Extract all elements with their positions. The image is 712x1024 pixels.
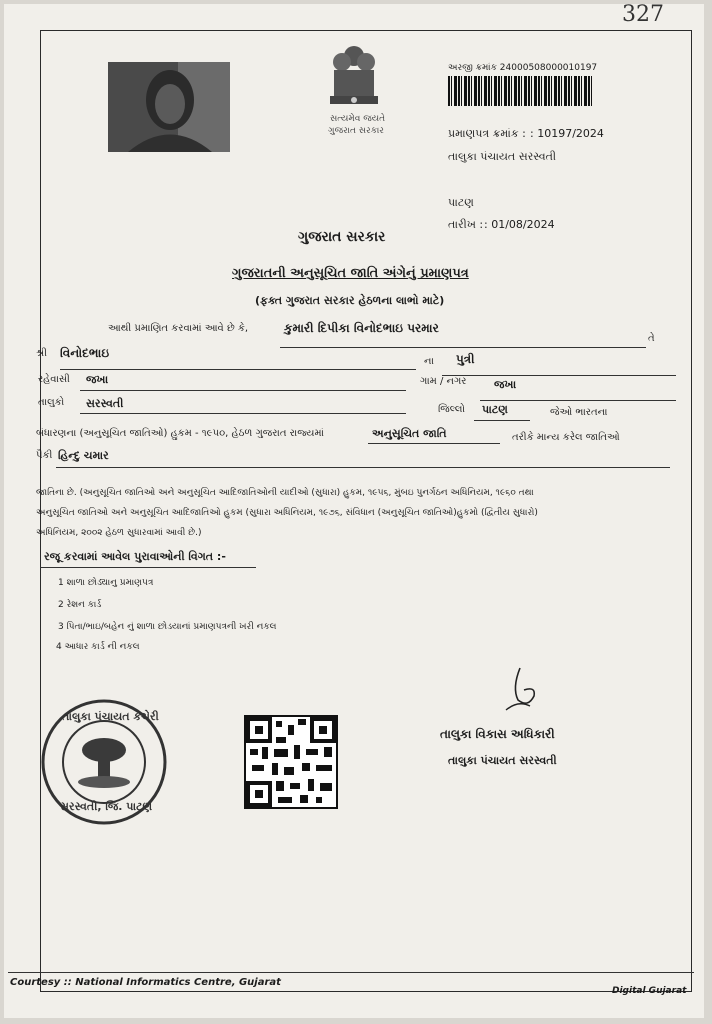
documents-heading-line: [40, 567, 256, 568]
father-name: વિનોદભાઇ: [60, 346, 110, 360]
officer-office: તાલુકા પંચાયત સરસ્વતી: [448, 754, 557, 767]
na-label: ના: [424, 356, 434, 367]
taluka-label: તાલુકો: [38, 397, 65, 408]
relation: પુત્રી: [456, 352, 475, 366]
caste-value: હિન્દુ ચમાર: [58, 449, 109, 462]
emblem-govt: ગુજરાત સરકાર: [328, 126, 384, 136]
te-label: તે: [648, 333, 655, 344]
category-line: [368, 443, 500, 444]
issuing-office: તાલુકા પંચાયત સરસ્વતી: [448, 150, 557, 163]
seal-text-top: તાલુકા પંચાયત કચેરી: [62, 710, 159, 723]
government-heading: ગુજરાત સરકાર: [298, 229, 386, 245]
which-label: જેઓ ભારતના: [550, 407, 608, 418]
barcode: [448, 76, 594, 106]
page-note: 327: [622, 2, 664, 27]
document-item: 2 રેશન કાર્ડ: [58, 600, 102, 610]
certificate-number-label: પ્રમાણપત્ર ક્રમાંક :: [448, 127, 526, 140]
recognized-text: તરીકે માન્ય કરેલ જાતિઓ: [512, 432, 620, 443]
certificate-title: ગુજરાતની અનુસૂચિત જાતિ અંગેનું પ્રમાણપત્ર: [232, 266, 469, 281]
candidate-name-line: [280, 347, 646, 348]
relation-line: [442, 375, 676, 376]
issue-date: : 01/08/2024: [484, 218, 555, 231]
officer-signature: [498, 664, 548, 714]
qr-code: [244, 715, 338, 809]
candidate-name: કુમારી દિપીકા વિનોદભાઇ પરમાર: [284, 321, 439, 335]
taluka-value: સરસ્વતી: [86, 397, 124, 410]
footer-courtesy: Courtesy :: National Informatics Centre, Gujarat: [10, 977, 281, 988]
shri-label: શ્રી: [36, 348, 48, 359]
resident-value: જખા: [86, 373, 109, 386]
resident-line: [80, 390, 406, 391]
national-emblem: [320, 42, 388, 114]
certificate-number: : 10197/2024: [530, 127, 604, 140]
legal-text-line-2: અનુસૂચિત જાતિઓ અને અનુસૂચિત આદિજાતિઓ હુકમ (સુધારા અધિનિયમ, ૧૯૭૬, સંવિધાન (અનુસૂચિત જાતિઓ)હુકમો (દ્વિતીય સુધારો): [36, 508, 538, 518]
application-number: અરજી ક્રમાંક 24000508000010197: [448, 63, 598, 73]
applicant-photo: [108, 62, 230, 152]
father-name-line: [60, 369, 416, 370]
emblem-motto: સત્યમેવ જયતે: [330, 114, 386, 124]
documents-heading: રજૂ કરવામાં આવેલ પુરાવાઓની વિગત :-: [44, 550, 226, 563]
district-value: પાટણ: [482, 403, 508, 416]
resident-label: રહેવાસી: [38, 374, 70, 385]
pet-label: પૈકી: [36, 450, 53, 461]
footer-digital-gujarat: Digital Gujarat: [612, 986, 687, 996]
constitution-text: બંધારણના (અનુસૂચિત જાતિઓ) હુકમ - ૧૯૫૦, હેઠળ ગુજરાત રાજ્યમાં: [36, 428, 324, 439]
legal-text-line-3: અધિનિયમ, ૨૦૦૨ હેઠળ સુધારવામાં આવી છે.): [36, 528, 202, 538]
footer-divider: [8, 972, 694, 973]
certify-text: આથી પ્રમાણિત કરવામાં આવે છે કે,: [108, 323, 249, 334]
village-label: ગામ / નગર: [420, 376, 467, 387]
document-item: 4 આધાર કાર્ડ ની નકલ: [56, 642, 140, 652]
district-line: [474, 420, 530, 421]
document-item: 3 પિતા/ભાઇ/બહેન નું શાળા છોડયાનાં પ્રમાણપત્રની ખરી નકલ: [58, 622, 277, 632]
village-value: જખા: [494, 378, 517, 391]
district-label: જિલ્લો: [438, 404, 465, 415]
document-item: 1 શાળા છોડ્યાનુ પ્રમાણપત્ર: [58, 578, 154, 588]
village-line: [480, 400, 676, 401]
taluka-line: [80, 413, 406, 414]
officer-title: તાલુકા વિકાસ અધિકારી: [440, 727, 555, 741]
certificate-subtitle: (ફક્ત ગુજરાત સરકાર હેઠળના લાભો માટે): [255, 294, 445, 307]
legal-text-line-1: જાતિના છે. (અનુસૂચિત જાતિઓ અને અનુસૂચિત આદિજાતિઓની યાદીઓ (સુધારા) હુકમ, ૧૯૫૬, મુંબઇ પુનર્ગઠન અધિનિયમ, ૧૯૬૦ તથા: [36, 488, 534, 498]
caste-line: [56, 467, 670, 468]
issue-place: પાટણ: [448, 196, 474, 209]
seal-text-bottom: સરસ્વતી, જિ. પાટણ: [60, 800, 153, 813]
category-value: અનુસૂચિત જાતિ: [372, 427, 447, 440]
issue-date-label: તારીખ :: [448, 218, 484, 231]
